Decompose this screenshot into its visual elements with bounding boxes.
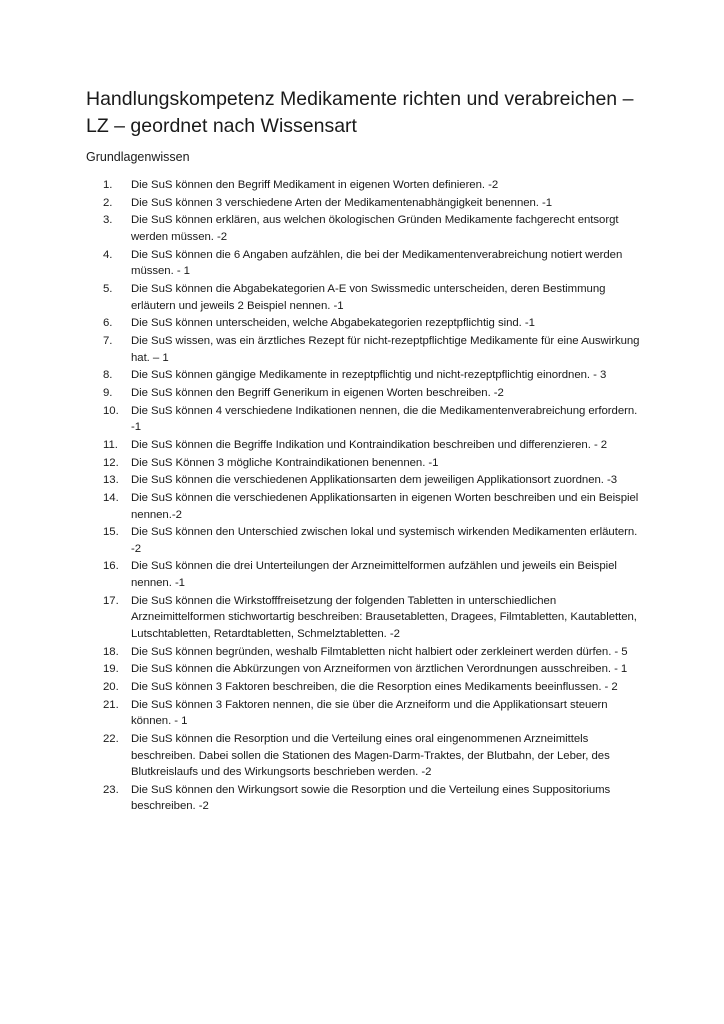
list-item	[86, 731, 646, 781]
item-text: Die SuS können den Begriff Medikament in eigenen Worten definieren. -2	[131, 179, 499, 191]
item-number: 18.	[103, 645, 119, 658]
item-number: 2.	[103, 196, 113, 209]
list-item	[86, 455, 646, 472]
item-number: 17.	[103, 594, 119, 607]
item-text: Die SuS können die Resorption und die Verteilung eines oral eingenommenen Arzneimittels beschreiben. Dabei sollen die Stationen des Magen-Darm-Traktes, der Blutbahn, der Leber, des Blutkreislaufs und des Wirkungsorts beschrieben werden. -2	[131, 732, 610, 779]
item-text: Die SuS Können 3 mögliche Kontraindikationen benennen. -1	[131, 456, 439, 469]
item-number: 23.	[103, 783, 119, 796]
item-number: 4.	[103, 248, 113, 261]
list-item	[86, 177, 646, 194]
item-number: 15.	[103, 526, 119, 539]
item-text: Die SuS können die verschiedenen Applikationsarten in eigenen Worten beschreiben und ein Beispiel nennen.-2	[131, 491, 639, 521]
item-text: Die SuS können die Wirkstofffreisetzung der folgenden Tabletten in unterschiedlichen Arzneimittelformen stichwortartig beschreiben: Brausetabletten, Dragees, Filmtabletten, Kautabletten, Lutschtabletten, Retardtabletten, Schmelztabletten. -2	[131, 594, 637, 640]
list-item	[86, 281, 646, 314]
item-number: 16.	[103, 560, 119, 573]
list-item	[86, 315, 646, 332]
item-text: Die SuS können die Begriffe Indikation und Kontraindikation beschreiben und differenzieren. - 2	[131, 438, 608, 451]
item-text: Die SuS können den Begriff Generikum in eigenen Worten beschreiben. -2	[131, 386, 504, 399]
document-title: Handlungskompetenz Medikamente richten und verabreichen – LZ – geordnet nach Wissensart	[86, 88, 634, 137]
item-text: Die SuS können die 6 Angaben aufzählen, die bei der Medikamentenverabreichung notiert werden müssen. - 1	[131, 248, 623, 278]
list-item	[86, 524, 646, 557]
item-text: Die SuS können die Abkürzungen von Arzneiformen von ärztlichen Verordnungen ausschreiben. - 1	[131, 663, 628, 676]
list-item	[86, 697, 646, 730]
item-text: Die SuS können den Wirkungsort sowie die Resorption und die Verteilung eines Suppositoriums beschreiben. -2	[131, 783, 611, 813]
list-item	[86, 490, 646, 523]
item-number: 5.	[103, 282, 113, 295]
item-text: Die SuS wissen, was ein ärztliches Rezept für nicht-rezeptpflichtige Medikamente für eine Auswirkung hat. – 1	[131, 334, 640, 364]
item-text: Die SuS können 3 Faktoren nennen, die sie über die Arzneiform und die Applikationsart steuern können. - 1	[131, 698, 608, 728]
item-text: Die SuS können 4 verschiedene Indikationen nennen, die die Medikamentenverabreichung erfordern. -1	[131, 404, 638, 434]
item-number: 1.	[103, 179, 113, 191]
item-number: 3.	[103, 214, 113, 227]
list-item	[86, 367, 646, 384]
item-text: Die SuS können die verschiedenen Applikationsarten dem jeweiligen Applikationsort zuordnen. -3	[131, 474, 618, 487]
item-number: 6.	[103, 317, 113, 330]
item-text: Die SuS können gängige Medikamente in rezeptpflichtig und nicht-rezeptpflichtig einordnen. - 3	[131, 369, 607, 382]
list-item	[86, 782, 646, 815]
item-number: 14.	[103, 491, 119, 504]
item-number: 21.	[103, 698, 119, 711]
list-item	[86, 679, 646, 696]
list-item	[86, 661, 646, 678]
list-item	[86, 558, 646, 591]
item-number: 7.	[103, 334, 113, 347]
list-item	[86, 247, 646, 280]
item-number: 22.	[103, 732, 119, 745]
list-item	[86, 437, 646, 454]
item-text: Die SuS können 3 verschiedene Arten der Medikamentenabhängigkeit benennen. -1	[131, 196, 553, 209]
list-item	[86, 644, 646, 661]
item-number: 11.	[103, 438, 118, 451]
item-text: Die SuS können begründen, weshalb Filmtabletten nicht halbiert oder zerkleinert werden dürfen. - 5	[131, 645, 628, 658]
list-item	[86, 385, 646, 402]
item-number: 13.	[103, 474, 119, 487]
list-item	[86, 212, 646, 245]
item-number: 8.	[103, 369, 113, 382]
learning-objectives-list	[86, 177, 646, 816]
list-item	[86, 472, 646, 489]
list-item	[86, 593, 646, 643]
item-text: Die SuS können 3 Faktoren beschreiben, die die Resorption eines Medikaments beeinflussen. - 2	[131, 681, 618, 693]
item-text: Die SuS können den Unterschied zwischen lokal und systemisch wirkenden Medikamenten erläutern. -2	[131, 526, 638, 555]
item-number: 19.	[103, 663, 119, 676]
section-heading: Grundlagenwissen	[86, 150, 190, 164]
item-text: Die SuS können erklären, aus welchen ökologischen Gründen Medikamente fachgerecht entsorgt werden müssen. -2	[131, 214, 619, 243]
item-text: Die SuS können unterscheiden, welche Abgabekategorien rezeptpflichtig sind. -1	[131, 317, 535, 330]
item-number: 9.	[103, 386, 113, 399]
item-number: 12.	[103, 456, 119, 469]
list-item	[86, 195, 646, 212]
item-text: Die SuS können die Abgabekategorien A-E von Swissmedic unterscheiden, deren Bestimmung erläutern und jeweils 2 Beispiel nennen. -1	[131, 282, 606, 312]
list-item	[86, 333, 646, 366]
item-number: 20.	[103, 681, 119, 693]
list-item	[86, 403, 646, 436]
item-text: Die SuS können die drei Unterteilungen der Arzneimittelformen aufzählen und jeweils ein Beispiel nennen. -1	[131, 560, 617, 590]
item-number: 10.	[103, 404, 119, 417]
